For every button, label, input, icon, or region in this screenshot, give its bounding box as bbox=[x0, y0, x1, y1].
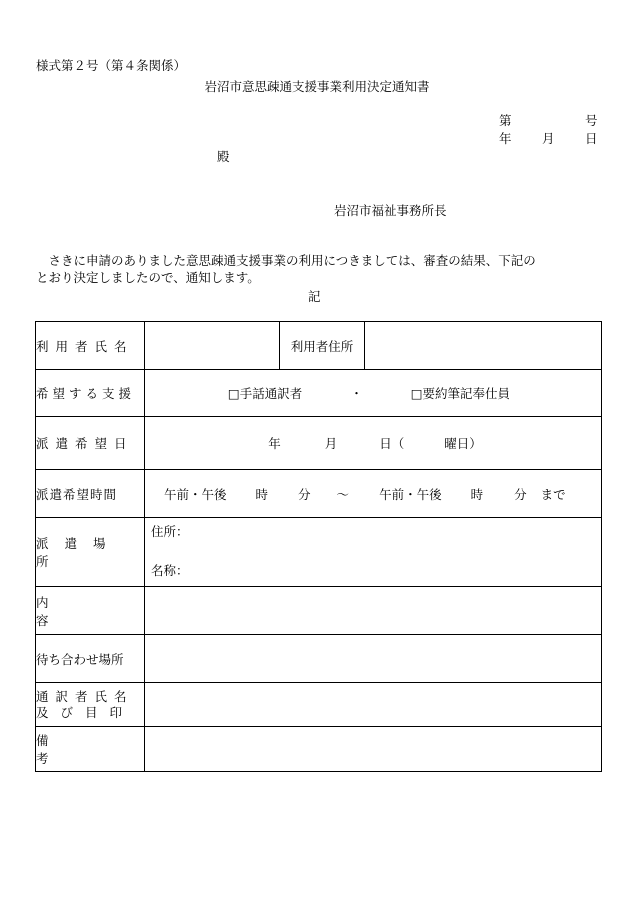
date-day: 日 bbox=[585, 131, 598, 146]
time-ampm-end: 午前・午後 bbox=[379, 486, 442, 502]
user-name-label-text: 利用者氏名 bbox=[36, 338, 134, 354]
row-place bbox=[36, 518, 602, 587]
place-name-label: 名称： bbox=[151, 563, 189, 578]
support-options-cell bbox=[145, 370, 602, 417]
number-go: 号 bbox=[585, 113, 598, 128]
remarks-label bbox=[36, 731, 144, 767]
time-made: まで bbox=[540, 486, 566, 502]
user-address-label: 利用者住所 bbox=[290, 338, 354, 354]
date-field-cell[interactable] bbox=[145, 417, 602, 470]
user-name-field[interactable] bbox=[145, 322, 280, 370]
body-text-line-1: さきに申請のありました意思疎通支援事業の利用につきましては、審査の結果、下記の bbox=[36, 253, 536, 268]
row-remarks bbox=[36, 727, 602, 772]
user-address-field[interactable] bbox=[365, 322, 602, 370]
time-label: 派遣希望時間 bbox=[36, 486, 118, 502]
time-min-start: 分 bbox=[298, 486, 311, 502]
content-label-text: 内容 bbox=[36, 594, 119, 628]
time-min-end: 分 bbox=[514, 486, 527, 502]
date-label: 派遣希望日 bbox=[36, 436, 134, 451]
support-option-sign-interpreter[interactable]: □手話通訳者 bbox=[227, 386, 303, 401]
place-label bbox=[36, 534, 144, 570]
place-label-text: 派遣場所 bbox=[36, 536, 122, 569]
row-support bbox=[36, 370, 602, 417]
ki-heading: 記 bbox=[308, 289, 321, 304]
support-label: 希望する支援 bbox=[36, 386, 136, 401]
interpreter-label-line-1: 通訳者氏名 bbox=[36, 688, 134, 704]
meeting-label-cell bbox=[36, 635, 145, 683]
date-month-mark: 月 bbox=[324, 436, 338, 451]
meeting-field[interactable] bbox=[145, 635, 602, 683]
remarks-label-text: 備考 bbox=[36, 733, 119, 766]
place-label-cell bbox=[36, 518, 145, 587]
date-year: 年 bbox=[499, 131, 512, 146]
application-table bbox=[35, 321, 602, 772]
interpreter-field[interactable] bbox=[145, 683, 602, 727]
issuer-name: 岩沼市福祉事務所長 bbox=[334, 203, 447, 218]
place-field-cell[interactable] bbox=[145, 518, 602, 587]
content-label-cell bbox=[36, 587, 145, 635]
number-dai: 第 bbox=[499, 113, 512, 128]
support-option-summary-writer[interactable]: □要約筆記奉仕員 bbox=[410, 386, 511, 401]
user-name-label bbox=[36, 337, 144, 355]
addressee-suffix: 殿 bbox=[217, 149, 230, 164]
date-weekday-mark: 曜日） bbox=[444, 436, 482, 451]
interpreter-label-line-2: 及び目印 bbox=[36, 704, 135, 720]
user-name-label-cell bbox=[36, 322, 145, 370]
time-label-cell bbox=[36, 470, 145, 518]
content-field[interactable] bbox=[145, 587, 602, 635]
meeting-label: 待ち合わせ場所 bbox=[36, 651, 124, 667]
content-label bbox=[36, 593, 144, 629]
user-address-label-cell bbox=[280, 322, 365, 370]
date-year-mark: 年 bbox=[268, 436, 281, 451]
support-label-cell bbox=[36, 370, 145, 417]
date-label-cell bbox=[36, 417, 145, 470]
row-date bbox=[36, 417, 602, 470]
remarks-label-cell bbox=[36, 727, 145, 772]
remarks-field[interactable] bbox=[145, 727, 602, 772]
interpreter-label-cell bbox=[36, 683, 145, 727]
body-text-line-2: とおり決定しましたので、通知します。 bbox=[36, 270, 260, 285]
time-field-cell[interactable] bbox=[145, 470, 602, 518]
support-separator: ・ bbox=[350, 386, 363, 401]
row-interpreter bbox=[36, 683, 602, 727]
date-month: 月 bbox=[542, 131, 555, 146]
row-time bbox=[36, 470, 602, 518]
form-number-label: 様式第２号（第４条関係） bbox=[36, 58, 187, 73]
row-user bbox=[36, 322, 602, 370]
time-hour-end: 時 bbox=[470, 486, 484, 502]
time-tilde: ～ bbox=[336, 486, 350, 502]
row-meeting bbox=[36, 635, 602, 683]
time-hour-start: 時 bbox=[255, 486, 269, 502]
date-day-mark: 日（ bbox=[379, 436, 405, 451]
time-ampm-start: 午前・午後 bbox=[164, 486, 227, 502]
row-content bbox=[36, 587, 602, 635]
document-title: 岩沼市意思疎通支援事業利用決定通知書 bbox=[204, 79, 430, 94]
place-address-label: 住所： bbox=[151, 524, 189, 539]
